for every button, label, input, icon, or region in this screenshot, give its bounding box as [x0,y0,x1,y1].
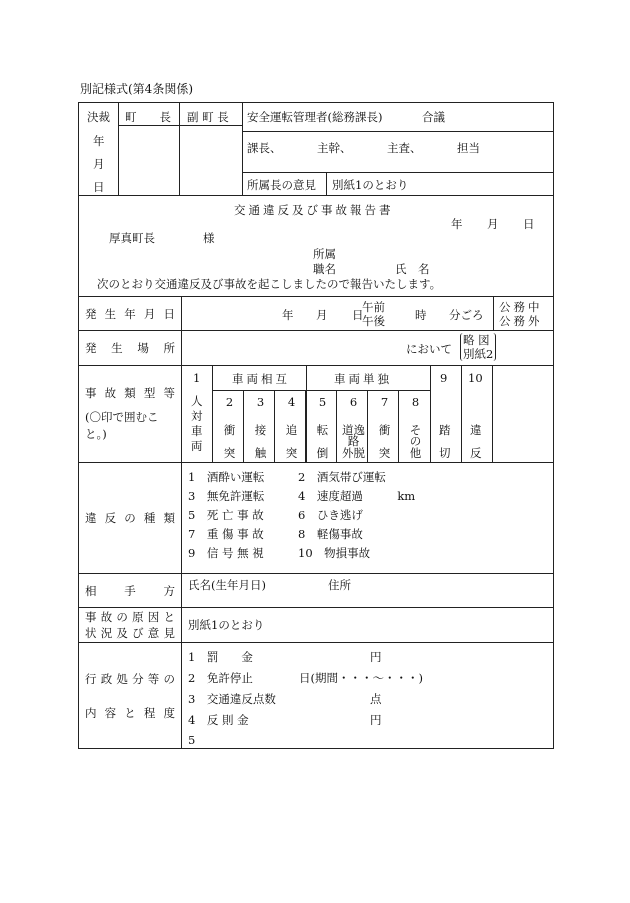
kessai-year: 年 [93,134,105,148]
cause-value: 別紙1のとおり [188,618,265,632]
sketch-label: 略 図 [463,333,490,347]
admin-cell [182,643,554,749]
violation-item: 2 酒気帯び運転 [298,470,386,484]
type-1-char: 対 [191,409,203,423]
occ-am: 午前 [362,300,385,314]
type-4-num: 4 [287,395,296,409]
sketch-reference [460,333,496,361]
type-8-a: そ [409,423,422,437]
single-header: 車両単独 [334,372,392,386]
report-header [79,196,554,297]
admin-label-cell [79,643,182,749]
type-2-a: 衝 [223,423,236,437]
place-label: 発生場所 [79,331,182,366]
off-duty: 公務外 [499,314,543,328]
admin-item-2: 2 免許停止 [188,671,253,685]
kessai-label: 決裁 [87,110,110,124]
tanto-label: 担当 [457,141,480,155]
other-party-address: 住所 [328,578,351,592]
admin-item-5: 5 [188,733,196,747]
cause-label-1: 事故の原因と [85,610,175,624]
type-2-b: 突 [223,446,236,460]
type-1-char: 車 [191,424,203,438]
type-8-num: 8 [411,395,420,409]
violation-item: 10 物損事故 [298,546,371,560]
violation-item: 8 軽傷事故 [298,527,363,541]
report-month: 月 [487,217,499,231]
violation-item: 1 酒酔い運転 [188,470,265,484]
occurrence-date-label: 発生年月日 [79,297,182,331]
admin-unit-4: 円 [370,713,382,727]
type-8-a2: の [409,434,422,448]
other-party-cell [182,574,554,608]
sketch-bessi: 別紙2 [463,347,494,361]
type-3-b: 触 [254,446,267,460]
report-statement: 次のとおり交通違反及び事故を起こしましたので報告いたします。 [97,277,442,291]
accident-type-label: 事故類型等 [85,386,175,400]
occ-day: 日 [352,308,364,322]
on-duty: 公務中 [499,300,543,314]
shozoku-label: 所属 [313,247,336,261]
type-7-a: 衝 [378,423,391,437]
admin-item-1: 1 罰 金 [188,650,253,664]
type-10-b: 反 [470,446,482,460]
form-title: 別記様式(第4条関係) [80,82,193,96]
safety-manager-label: 安全運転管理者(総務課長) [247,110,383,124]
type-1-num: 1 [193,371,201,385]
admin-label-2: 内容と程度 [85,705,175,720]
vv-header: 車両相互 [232,372,290,386]
occurrence-date-cell [182,297,554,331]
addressee: 厚真町長 [109,231,155,245]
cause-label-2: 状況及び意見 [85,626,175,640]
accident-type-label-cell [79,366,182,463]
type-7-b: 突 [378,446,391,460]
admin-unit-3: 点 [370,692,382,706]
admin-item-4: 4 反 則 金 [188,713,249,727]
type-9-a: 踏 [439,423,451,437]
type-6-a: 道逸 [342,423,365,437]
type-5-num: 5 [318,395,327,409]
type-9-b: 切 [439,446,451,460]
type-6-b: 外脱 [342,446,365,460]
type-5-a: 転 [316,423,329,437]
dept-head-opinion-label: 所属長の意見 [247,178,316,192]
place-cell [182,331,554,366]
type-6-num: 6 [349,395,358,409]
type-1-char: 両 [191,439,203,453]
dept-head-opinion-value: 別紙1のとおり [332,178,409,192]
admin-label-1: 行政処分等の [85,671,175,686]
accident-type-note: (〇印で囲むこと。) [85,410,159,441]
shukan-label: 主幹、 [317,141,352,155]
type-8-b: 他 [409,446,422,460]
type-6-a2: 路 [347,434,360,448]
goui-label: 合議 [422,110,445,124]
type-4-a: 追 [285,423,298,437]
admin-unit-2: 日(期間・・・〜・・・) [299,671,423,685]
place-oite: において [406,342,452,356]
type-1-label [191,394,205,454]
addressee-sama: 様 [203,231,215,245]
other-party-label: 相手方 [79,574,182,608]
type-2-num: 2 [225,395,234,409]
shokumei-label: 職名 [313,262,336,276]
occ-hour: 時 [415,308,427,322]
kessai-day: 日 [93,180,105,194]
violation-item: 5 死 亡 事 故 [188,508,264,522]
type-10-num: 10 [468,371,483,385]
violation-item: 3 無免許運転 [188,489,265,503]
approval-block [79,103,554,196]
violation-item: 7 重 傷 事 故 [188,527,264,541]
admin-unit-1: 円 [370,650,382,664]
type-7-num: 7 [380,395,389,409]
cause-label-cell [79,608,182,643]
type-10-a: 違 [470,423,482,437]
violation-item: 9 信 号 無 視 [188,546,264,560]
accident-type-grid [182,366,554,463]
violation-item: 6 ひき逃げ [298,508,363,522]
type-5-b: 倒 [316,446,329,460]
other-party-name: 氏名(生年月日) [188,578,266,592]
report-day: 日 [523,217,535,231]
occ-year: 年 [282,308,294,322]
shusa-label: 主査、 [387,141,422,155]
type-4-b: 突 [285,446,298,460]
town-head-label: 町 長 [125,110,171,124]
violation-label: 違反の種類 [79,463,182,574]
cause-cell [182,608,554,643]
kessai-month: 月 [93,157,105,171]
report-title: 交通違反及び事故報告書 [234,203,394,217]
type-1-char: 人 [191,394,203,408]
deputy-label: 副 町 長 [187,110,229,124]
type-9-num: 9 [440,371,448,385]
kacho-label: 課長、 [247,141,282,155]
shimei-label: 氏 名 [395,262,430,276]
report-year: 年 [451,217,463,231]
occ-pm: 午後 [362,314,385,328]
type-3-num: 3 [256,395,265,409]
occ-minute: 分ごろ [449,308,484,322]
report-form [78,102,554,749]
admin-item-3: 3 交通違反点数 [188,692,276,706]
occ-month: 月 [316,308,328,322]
violation-cell [182,463,554,574]
type-3-a: 接 [254,423,267,437]
violation-item: 4 速度超過 km [298,489,416,503]
